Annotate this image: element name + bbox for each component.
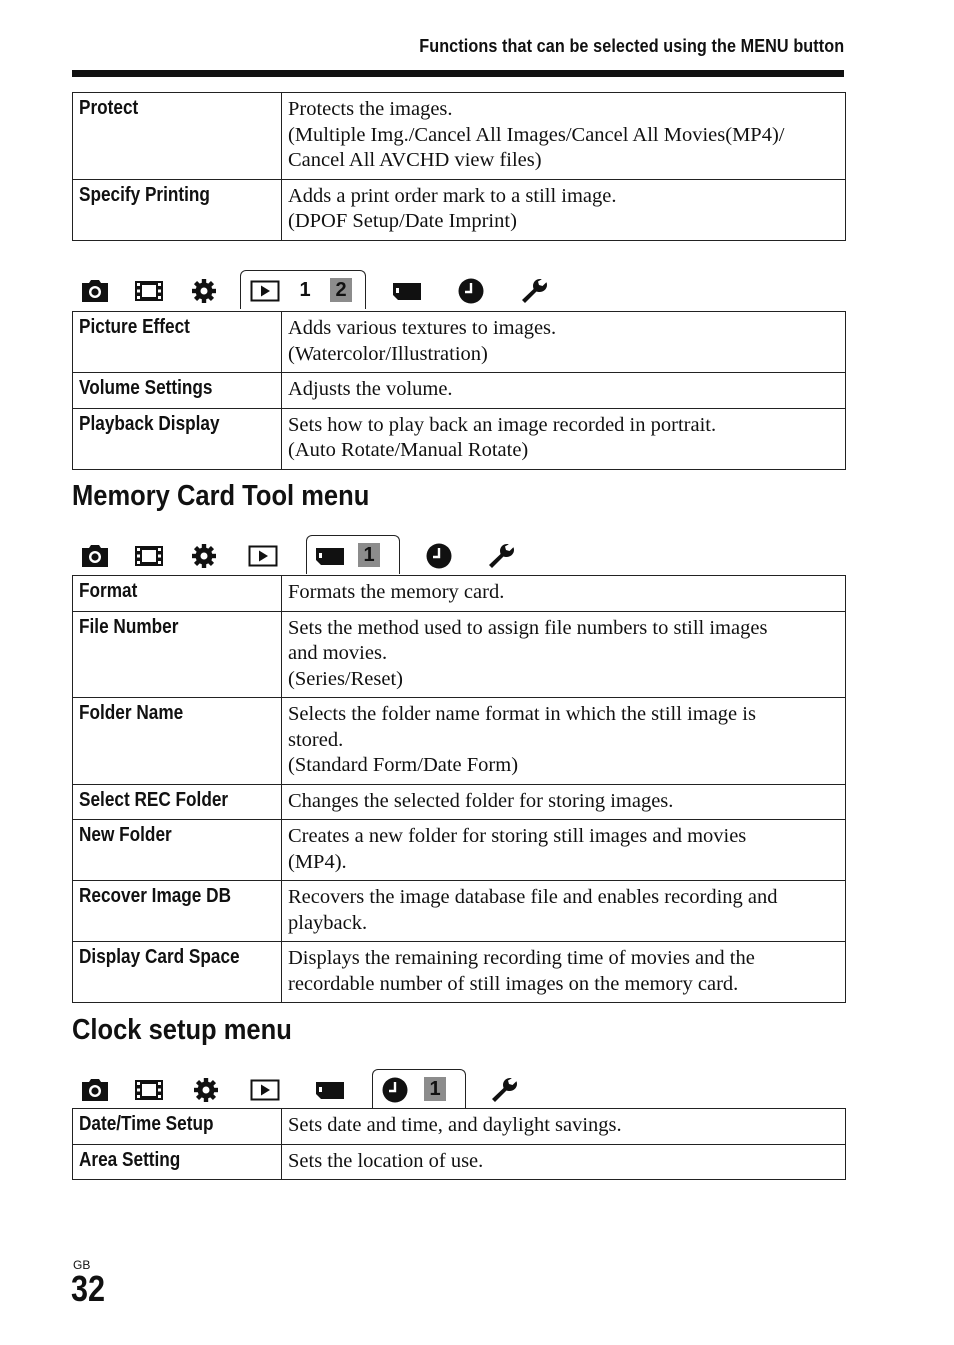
menu-item-label: Date/Time Setup <box>79 1113 214 1135</box>
description-line: Recovers the image database file and enables recording and <box>288 886 778 908</box>
description-line: Protects the images. <box>288 98 453 120</box>
menu-item-name <box>73 93 282 180</box>
menu-item-label: New Folder <box>79 824 172 846</box>
memory-card-icon[interactable] <box>392 278 422 304</box>
movie-icon[interactable] <box>134 1077 164 1103</box>
menu-item-label: File Number <box>79 615 179 638</box>
menu-item-description <box>282 1144 846 1180</box>
playback-icon[interactable] <box>250 1077 280 1103</box>
description-line: playback. <box>288 911 368 934</box>
menu-item-label: Folder Name <box>79 702 184 724</box>
camera-icon[interactable] <box>80 278 110 304</box>
memory-card-icon[interactable] <box>315 1077 345 1103</box>
menu-item-description <box>282 942 846 1003</box>
menu-item-description <box>282 820 846 881</box>
menu-item-name <box>73 179 282 240</box>
camera-icon[interactable] <box>80 543 110 569</box>
gear-icon[interactable] <box>191 1077 221 1103</box>
clock-icon[interactable] <box>456 278 486 304</box>
description-line: Changes the selected folder for storing images. <box>288 789 674 812</box>
menu-item-description <box>282 698 846 785</box>
description-line: Displays the remaining recording time of movies and the <box>288 947 755 969</box>
description-line: and movies. <box>288 642 388 664</box>
menu-item-description <box>282 373 846 409</box>
description-line: Sets date and time, and daylight savings. <box>288 1114 622 1136</box>
gear-icon[interactable] <box>189 543 219 569</box>
description-line: Formats the memory card. <box>288 581 505 603</box>
playback-icon[interactable] <box>248 543 278 569</box>
menu-item-name <box>73 784 282 820</box>
page-indicator-1[interactable]: 1 <box>358 543 380 567</box>
menu-item-name <box>73 881 282 942</box>
movie-icon[interactable] <box>134 543 164 569</box>
menu-item-label: Area Setting <box>79 1148 181 1171</box>
description-line: Adjusts the volume. <box>288 378 453 400</box>
wrench-icon[interactable] <box>487 543 517 569</box>
table-row <box>73 1144 846 1180</box>
menu-item-label: Recover Image DB <box>79 885 232 907</box>
menu-tabbar-memory-card <box>72 535 552 575</box>
menu-item-name <box>73 408 282 469</box>
description-line: (Watercolor/Illustration) <box>288 342 488 365</box>
table-row <box>73 1109 846 1145</box>
menu-item-name <box>73 1144 282 1180</box>
menu-item-name <box>73 820 282 881</box>
menu-item-description <box>282 576 846 612</box>
menu-item-description <box>282 312 846 373</box>
menu-item-label: Protect <box>79 97 139 119</box>
region-label: GB <box>73 1258 91 1272</box>
table-row <box>73 611 846 698</box>
memory-card-menu-title: Memory Card Tool menu <box>72 480 370 512</box>
menu-item-name <box>73 698 282 785</box>
description-line: (Auto Rotate/Manual Rotate) <box>288 439 529 461</box>
playback-menu-table-1 <box>72 92 846 241</box>
menu-item-label: Volume Settings <box>79 377 213 399</box>
description-line: stored. <box>288 728 344 751</box>
description-line: Sets how to play back an image recorded in portrait. <box>288 413 717 436</box>
table-row <box>73 179 846 240</box>
description-line: Selects the folder name format in which the still image is <box>288 703 756 725</box>
description-line: Adds various textures to images. <box>288 317 557 339</box>
header-rule <box>72 70 844 77</box>
menu-item-name <box>73 942 282 1003</box>
description-line: (Multiple Img./Cancel All Images/Cancel All Movies(MP4)/ <box>288 123 785 146</box>
table-row <box>73 698 846 785</box>
description-line: (MP4). <box>288 850 347 873</box>
table-row <box>73 312 846 373</box>
playback-icon[interactable] <box>250 278 280 304</box>
menu-item-name <box>73 373 282 409</box>
page-indicator-1[interactable]: 1 <box>424 1077 446 1101</box>
memory-card-menu-table <box>72 575 846 1003</box>
menu-item-description <box>282 611 846 698</box>
menu-tabbar-playback <box>72 270 552 310</box>
description-line: Creates a new folder for storing still images and movies <box>288 825 747 847</box>
menu-item-description <box>282 784 846 820</box>
menu-item-description <box>282 93 846 180</box>
description-line: Adds a print order mark to a still image. <box>288 184 617 207</box>
menu-item-name <box>73 611 282 698</box>
menu-item-label: Display Card Space <box>79 946 240 968</box>
menu-item-description <box>282 179 846 240</box>
description-line: Cancel All AVCHD view files) <box>288 149 542 171</box>
page-indicator-2[interactable]: 2 <box>330 278 352 302</box>
menu-item-label: Playback Display <box>79 412 220 435</box>
menu-item-name <box>73 1109 282 1145</box>
menu-item-label: Format <box>79 580 138 602</box>
description-line: recordable number of still images on the memory card. <box>288 972 739 995</box>
menu-item-description <box>282 408 846 469</box>
memory-card-icon[interactable] <box>315 543 345 569</box>
camera-icon[interactable] <box>80 1077 110 1103</box>
description-line: Sets the method used to assign file numbers to still images <box>288 616 768 639</box>
table-row <box>73 942 846 1003</box>
description-line: (Series/Reset) <box>288 667 403 690</box>
table-row <box>73 408 846 469</box>
clock-menu-table <box>72 1108 846 1180</box>
table-row <box>73 784 846 820</box>
menu-item-name <box>73 576 282 612</box>
menu-item-description <box>282 881 846 942</box>
table-row <box>73 576 846 612</box>
table-row <box>73 373 846 409</box>
table-row <box>73 820 846 881</box>
clock-menu-title: Clock setup menu <box>72 1014 292 1046</box>
menu-item-name <box>73 312 282 373</box>
description-line: Sets the location of use. <box>288 1149 484 1172</box>
playback-menu-table-2 <box>72 311 846 470</box>
clock-icon[interactable] <box>424 543 454 569</box>
menu-item-label: Specify Printing <box>79 183 210 206</box>
page-number: 32 <box>71 1268 106 1309</box>
page-indicator-1[interactable]: 1 <box>299 279 311 301</box>
table-row <box>73 881 846 942</box>
gear-icon[interactable] <box>189 278 219 304</box>
movie-icon[interactable] <box>134 278 164 304</box>
wrench-icon[interactable] <box>490 1077 520 1103</box>
table-row <box>73 93 846 180</box>
description-line: (DPOF Setup/Date Imprint) <box>288 210 517 232</box>
menu-tabbar-clock <box>72 1069 552 1109</box>
running-header: Functions that can be selected using the MENU button <box>418 36 844 56</box>
menu-item-description <box>282 1109 846 1145</box>
menu-item-label: Picture Effect <box>79 316 190 338</box>
menu-item-label: Select REC Folder <box>79 788 229 811</box>
wrench-icon[interactable] <box>520 278 550 304</box>
clock-icon[interactable] <box>380 1077 410 1103</box>
description-line: (Standard Form/Date Form) <box>288 754 519 776</box>
